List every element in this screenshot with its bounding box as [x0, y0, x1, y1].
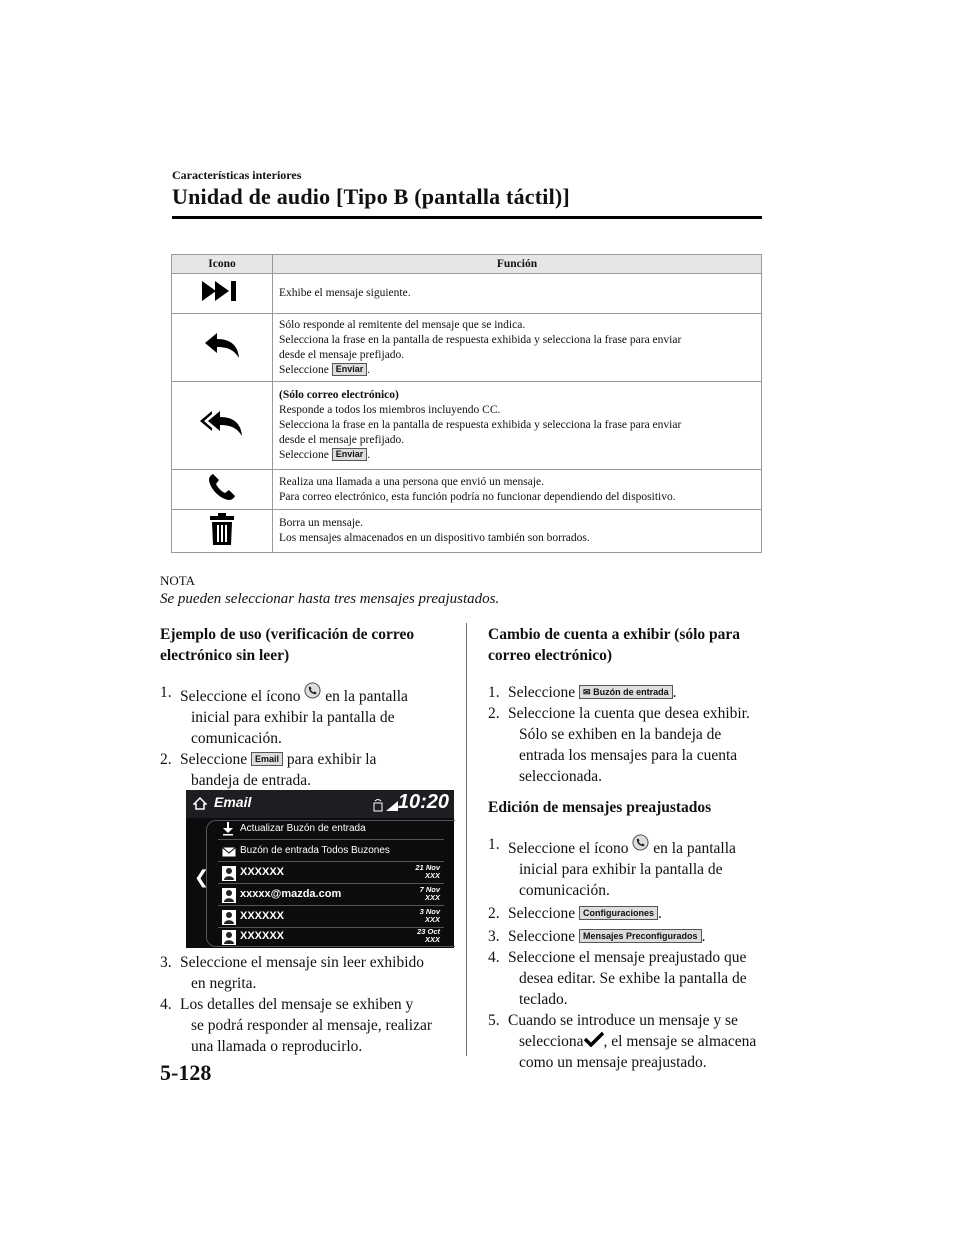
communication-icon — [304, 682, 321, 699]
right-column — [488, 624, 768, 1073]
list-item: 3. Seleccione el mensaje sin leer exhibido en negrita. — [160, 954, 425, 992]
skip-next-icon — [200, 278, 244, 304]
row-text: Selecciona la frase en la pantalla de respuesta exhibida y selecciona la frase para enviar — [279, 419, 682, 431]
row-text: Borra un mensaje. — [279, 517, 363, 529]
page-title: Unidad de audio [Tipo B (pantalla táctil)] — [172, 184, 570, 209]
contact-icon — [222, 866, 236, 881]
row-text: Selecciona la frase en la pantalla de respuesta exhibida y selecciona la frase para enviar — [279, 333, 682, 346]
left-heading: electrónico sin leer) — [160, 647, 290, 664]
row-text: Para correo electrónico, esta función podría no funcionar dependiendo del dispositivo. — [279, 490, 676, 503]
list-item: 2. Seleccione Configuraciones . — [488, 905, 662, 922]
contact-icon — [222, 930, 236, 945]
page-number: 5-128 — [160, 1060, 212, 1085]
table-row — [172, 510, 762, 553]
mail-icon — [222, 847, 236, 857]
trash-icon — [208, 512, 236, 546]
left-heading: Ejemplo de uso (verificación de correo — [160, 626, 415, 643]
section-label: Características interiores — [172, 168, 302, 182]
list-item: Actualizar Buzón de entrada — [218, 820, 444, 840]
phone-icon — [207, 472, 237, 502]
right-heading: Edición de mensajes preajustados — [488, 799, 712, 816]
screen-title: Email — [214, 794, 252, 810]
table-row: Sólo responde al remitente del mensaje que se indica. Selecciona la frase en la pantalla de respuesta exhibida y selecciona la frase para enviar desde el mensaje prefijado. Seleccione Enviar . — [172, 314, 762, 382]
table-header-row — [172, 255, 762, 274]
contact-icon — [222, 910, 236, 925]
list-item: 1. Seleccione ✉ Buzón de entrada . — [488, 684, 677, 701]
contact-icon — [222, 888, 236, 903]
row-heading: (Sólo correo electrónico) — [279, 389, 399, 401]
email-button: Email — [251, 752, 283, 766]
reply-all-icon — [198, 409, 246, 437]
row-text: Seleccione — [279, 363, 329, 376]
title-rule — [172, 216, 762, 219]
nota-label: NOTA — [160, 573, 196, 588]
list-item: 4. Seleccione el mensaje preajustado que desea editar. Se exhibe la pantalla de teclado. — [488, 949, 747, 1008]
table-row: XXXXXX 21 Nov XXX — [218, 864, 444, 884]
row-text: Realiza una llamada a una persona que envió un mensaje. — [279, 475, 545, 488]
checkmark-icon — [584, 1031, 604, 1047]
right-heading: Cambio de cuenta a exhibir (sólo para — [488, 626, 741, 643]
row-text: Los mensajes almacenados en un dispositivo también son borrados. — [279, 532, 590, 544]
table-row: xxxxx@mazda.com 7 Nov XXX — [218, 886, 444, 906]
list-item: 2. Seleccione Email para exhibir la bandeja de entrada. — [160, 751, 377, 789]
email-screen — [186, 790, 454, 948]
right-heading: correo electrónico) — [488, 647, 613, 664]
configuraciones-button: Configuraciones — [579, 906, 658, 920]
col-function-header: Función — [273, 255, 762, 274]
nota-text: Se pueden seleccionar hasta tres mensajes preajustados. — [160, 591, 500, 607]
list-item: 5. Cuando se introduce un mensaje y se selecciona , el mensaje se almacena como un mensaje preajustado. — [488, 1012, 757, 1071]
left-steps — [160, 682, 460, 791]
left-column-continued — [160, 952, 460, 1057]
home-icon — [193, 797, 207, 810]
column-divider — [466, 623, 467, 1056]
mail-icon: ✉ — [583, 687, 591, 697]
list-item: Buzón de entrada Todos Buzones — [218, 842, 444, 862]
buzon-de-entrada-button: ✉ Buzón de entrada — [579, 685, 673, 699]
table-row: (Sólo correo electrónico) Responde a todos los miembros incluyendo CC. Selecciona la frase en la pantalla de respuesta exhibida y selecciona la frase para enviar desde el mensaje prefijado. Seleccione Enviar . — [172, 382, 762, 470]
row-text: Seleccione — [279, 449, 329, 461]
list-item: 1. Seleccione el ícono en la pantalla inicial para exhibir la pantalla de comunicación. — [488, 836, 736, 899]
row-text: Responde a todos los miembros incluyendo CC. — [279, 404, 501, 416]
enviar-button: Enviar — [332, 448, 368, 461]
screen-time: 10:20 — [397, 791, 449, 813]
download-icon — [222, 822, 234, 836]
row-text: Exhibe el mensaje siguiente. — [279, 287, 411, 299]
list-item: 4. Los detalles del mensaje se exhiben y se podrá responder al mensaje, realizar una llamada o reproducirlo. — [160, 996, 432, 1055]
list-item: 1. Seleccione el ícono en la pantalla inicial para exhibir la pantalla de comunicación. — [160, 684, 408, 747]
row-text: desde el mensaje prefijado. — [279, 434, 405, 446]
table-row — [172, 470, 762, 510]
list-item: 3. Seleccione Mensajes Preconfigurados . — [488, 928, 706, 945]
function-table — [171, 254, 762, 553]
mensajes-preconfigurados-button: Mensajes Preconfigurados — [579, 929, 702, 943]
table-row — [172, 274, 762, 314]
row-text: desde el mensaje prefijado. — [279, 348, 405, 361]
row-text: Sólo responde al remitente del mensaje que se indica. — [279, 318, 526, 331]
col-icon-header: Icono — [172, 255, 273, 274]
back-arrow-icon: ❮ — [194, 867, 210, 887]
table-row: XXXXXX 23 Oct XXX — [218, 928, 444, 947]
enviar-button: Enviar — [332, 363, 368, 376]
communication-icon — [632, 834, 649, 851]
list-item: 2. Seleccione la cuenta que desea exhibir. Sólo se exhiben en la bandeja de entrada los mensajes para la cuenta seleccionada. — [488, 705, 750, 785]
reply-icon — [202, 331, 242, 359]
table-row: XXXXXX 3 Nov XXX — [218, 908, 444, 928]
left-column — [160, 624, 460, 791]
